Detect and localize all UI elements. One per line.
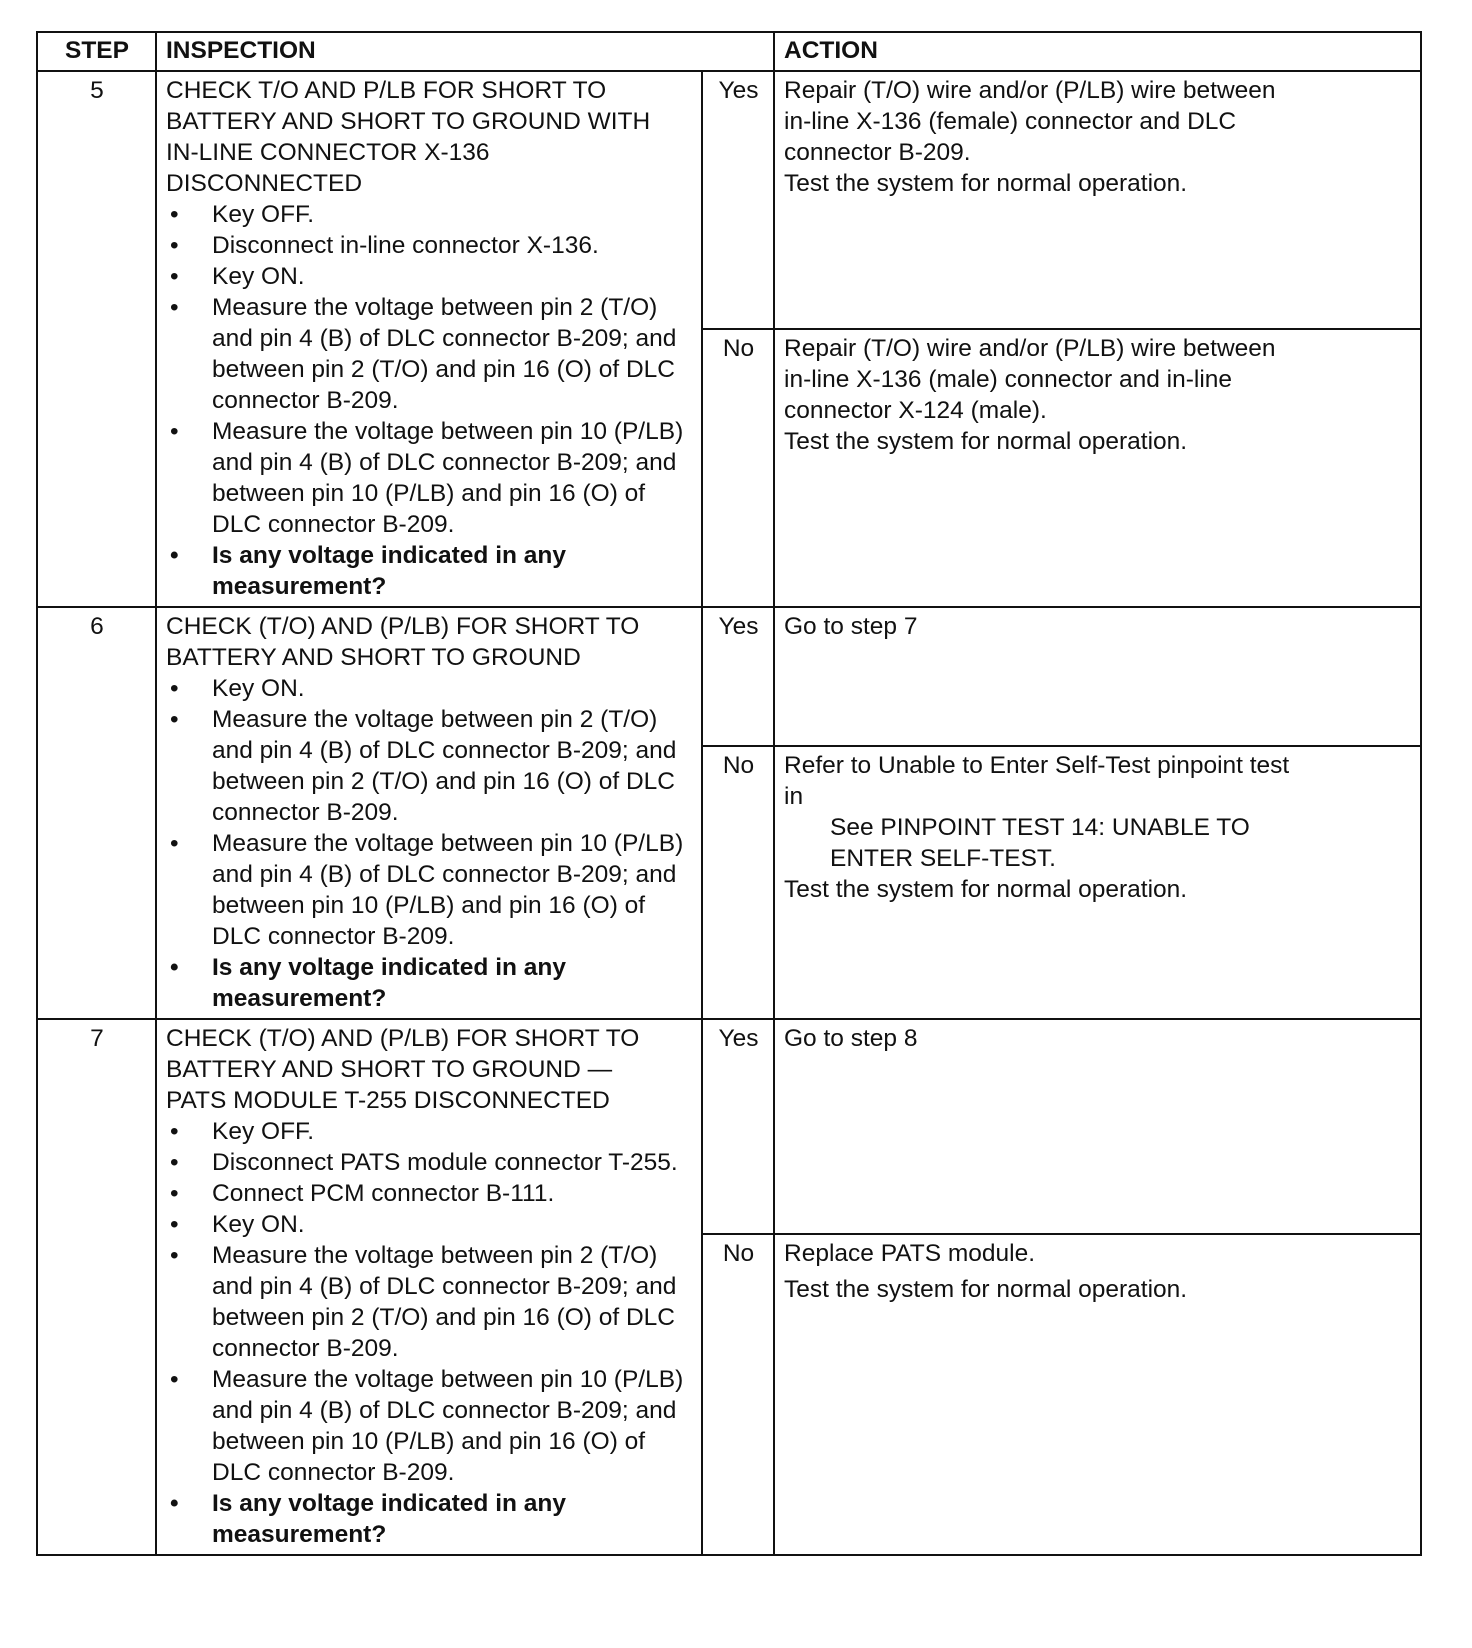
inspection-bullet-list bbox=[166, 673, 693, 1014]
action-line: Go to step 7 bbox=[784, 613, 918, 640]
action-line: Test the system for normal operation. bbox=[784, 170, 1188, 197]
inspection-title-line: BATTERY AND SHORT TO GROUND WITH bbox=[166, 108, 651, 135]
action-cell-yes bbox=[774, 71, 1421, 329]
inspection-bullet-list bbox=[166, 199, 693, 602]
step-number: 7 bbox=[37, 1019, 156, 1555]
inspection-bullet-list bbox=[166, 1116, 693, 1550]
step-row-6 bbox=[37, 607, 1421, 746]
action-line: connector B-209. bbox=[784, 139, 971, 166]
result-yes: Yes bbox=[702, 71, 774, 329]
inspection-question: • Is any voltage indicated in any measurement? bbox=[166, 1488, 693, 1550]
inspection-bullet: • Measure the voltage between pin 2 (T/O) and pin 4 (B) of DLC connector B-209; and between pin 2 (T/O) and pin 16 (O) of DLC connector B-209. bbox=[166, 704, 693, 828]
inspection-title-line: BATTERY AND SHORT TO GROUND bbox=[166, 644, 581, 671]
inspection-bullet: • Measure the voltage between pin 10 (P/LB) and pin 4 (B) of DLC connector B-209; and between pin 10 (P/LB) and pin 16 (O) of DLC connector B-209. bbox=[166, 416, 693, 540]
see-reference-line: See PINPOINT TEST 14: UNABLE TO bbox=[830, 814, 1250, 841]
inspection-bullet: • Key OFF. bbox=[166, 199, 693, 230]
result-no: No bbox=[702, 329, 774, 607]
step-number: 5 bbox=[37, 71, 156, 607]
inspection-bullet: • Key OFF. bbox=[166, 1116, 693, 1147]
inspection-title-line: DISCONNECTED bbox=[166, 170, 363, 197]
inspection-title-line: CHECK (T/O) AND (P/LB) FOR SHORT TO bbox=[166, 1025, 640, 1052]
action-cell-yes bbox=[774, 1019, 1421, 1234]
inspection-cell bbox=[156, 71, 702, 607]
result-yes: Yes bbox=[702, 607, 774, 746]
result-no: No bbox=[702, 746, 774, 1019]
action-line: in-line X-136 (male) connector and in-line bbox=[784, 366, 1233, 393]
action-line: Replace PATS module. bbox=[784, 1240, 1036, 1267]
diagnostic-table bbox=[36, 31, 1422, 1556]
action-line: Repair (T/O) wire and/or (P/LB) wire between bbox=[784, 77, 1276, 104]
inspection-bullet: • Key ON. bbox=[166, 673, 693, 704]
action-line: Test the system for normal operation. bbox=[784, 1276, 1188, 1303]
inspection-title-line: IN-LINE CONNECTOR X-136 bbox=[166, 139, 490, 166]
inspection-title-line: CHECK (T/O) AND (P/LB) FOR SHORT TO bbox=[166, 613, 640, 640]
inspection-title-line: PATS MODULE T-255 DISCONNECTED bbox=[166, 1087, 610, 1114]
action-line: in bbox=[784, 783, 804, 810]
inspection-bullet: • Measure the voltage between pin 10 (P/LB) and pin 4 (B) of DLC connector B-209; and between pin 10 (P/LB) and pin 16 (O) of DLC connector B-209. bbox=[166, 828, 693, 952]
step-row-7 bbox=[37, 1019, 1421, 1234]
inspection-cell bbox=[156, 607, 702, 1019]
inspection-bullet: • Measure the voltage between pin 2 (T/O) and pin 4 (B) of DLC connector B-209; and between pin 2 (T/O) and pin 16 (O) of DLC connector B-209. bbox=[166, 292, 693, 416]
action-cell-yes bbox=[774, 607, 1421, 746]
action-header: ACTION bbox=[774, 32, 1421, 71]
inspection-bullet: • Disconnect in-line connector X-136. bbox=[166, 230, 693, 261]
inspection-bullet: • Key ON. bbox=[166, 261, 693, 292]
inspection-title-line: CHECK T/O AND P/LB FOR SHORT TO bbox=[166, 77, 607, 104]
action-cell-no bbox=[774, 746, 1421, 1019]
action-line: connector X-124 (male). bbox=[784, 397, 1047, 424]
action-line: Go to step 8 bbox=[784, 1025, 918, 1052]
action-line: Refer to Unable to Enter Self-Test pinpoint test bbox=[784, 752, 1290, 779]
inspection-bullet: • Measure the voltage between pin 10 (P/LB) and pin 4 (B) of DLC connector B-209; and between pin 10 (P/LB) and pin 16 (O) of DLC connector B-209. bbox=[166, 1364, 693, 1488]
header-row bbox=[37, 32, 1421, 71]
inspection-bullet: • Disconnect PATS module connector T-255. bbox=[166, 1147, 693, 1178]
action-line: in-line X-136 (female) connector and DLC bbox=[784, 108, 1237, 135]
inspection-bullet: • Connect PCM connector B-111. bbox=[166, 1178, 693, 1209]
result-no: No bbox=[702, 1234, 774, 1555]
action-cell-no bbox=[774, 329, 1421, 607]
result-yes: Yes bbox=[702, 1019, 774, 1234]
inspection-title-line: BATTERY AND SHORT TO GROUND — bbox=[166, 1056, 613, 1083]
step-row-5 bbox=[37, 71, 1421, 329]
action-line: Repair (T/O) wire and/or (P/LB) wire between bbox=[784, 335, 1276, 362]
step-number: 6 bbox=[37, 607, 156, 1019]
inspection-cell bbox=[156, 1019, 702, 1555]
action-line: Test the system for normal operation. bbox=[784, 428, 1188, 455]
action-cell-no bbox=[774, 1234, 1421, 1555]
inspection-bullet: • Key ON. bbox=[166, 1209, 693, 1240]
see-reference-line: ENTER SELF-TEST. bbox=[830, 845, 1056, 872]
action-line: Test the system for normal operation. bbox=[784, 876, 1188, 903]
inspection-question: • Is any voltage indicated in any measurement? bbox=[166, 540, 693, 602]
inspection-header: INSPECTION bbox=[156, 32, 774, 71]
inspection-bullet: • Measure the voltage between pin 2 (T/O) and pin 4 (B) of DLC connector B-209; and between pin 2 (T/O) and pin 16 (O) of DLC connector B-209. bbox=[166, 1240, 693, 1364]
step-header: STEP bbox=[37, 32, 156, 71]
inspection-question: • Is any voltage indicated in any measurement? bbox=[166, 952, 693, 1014]
